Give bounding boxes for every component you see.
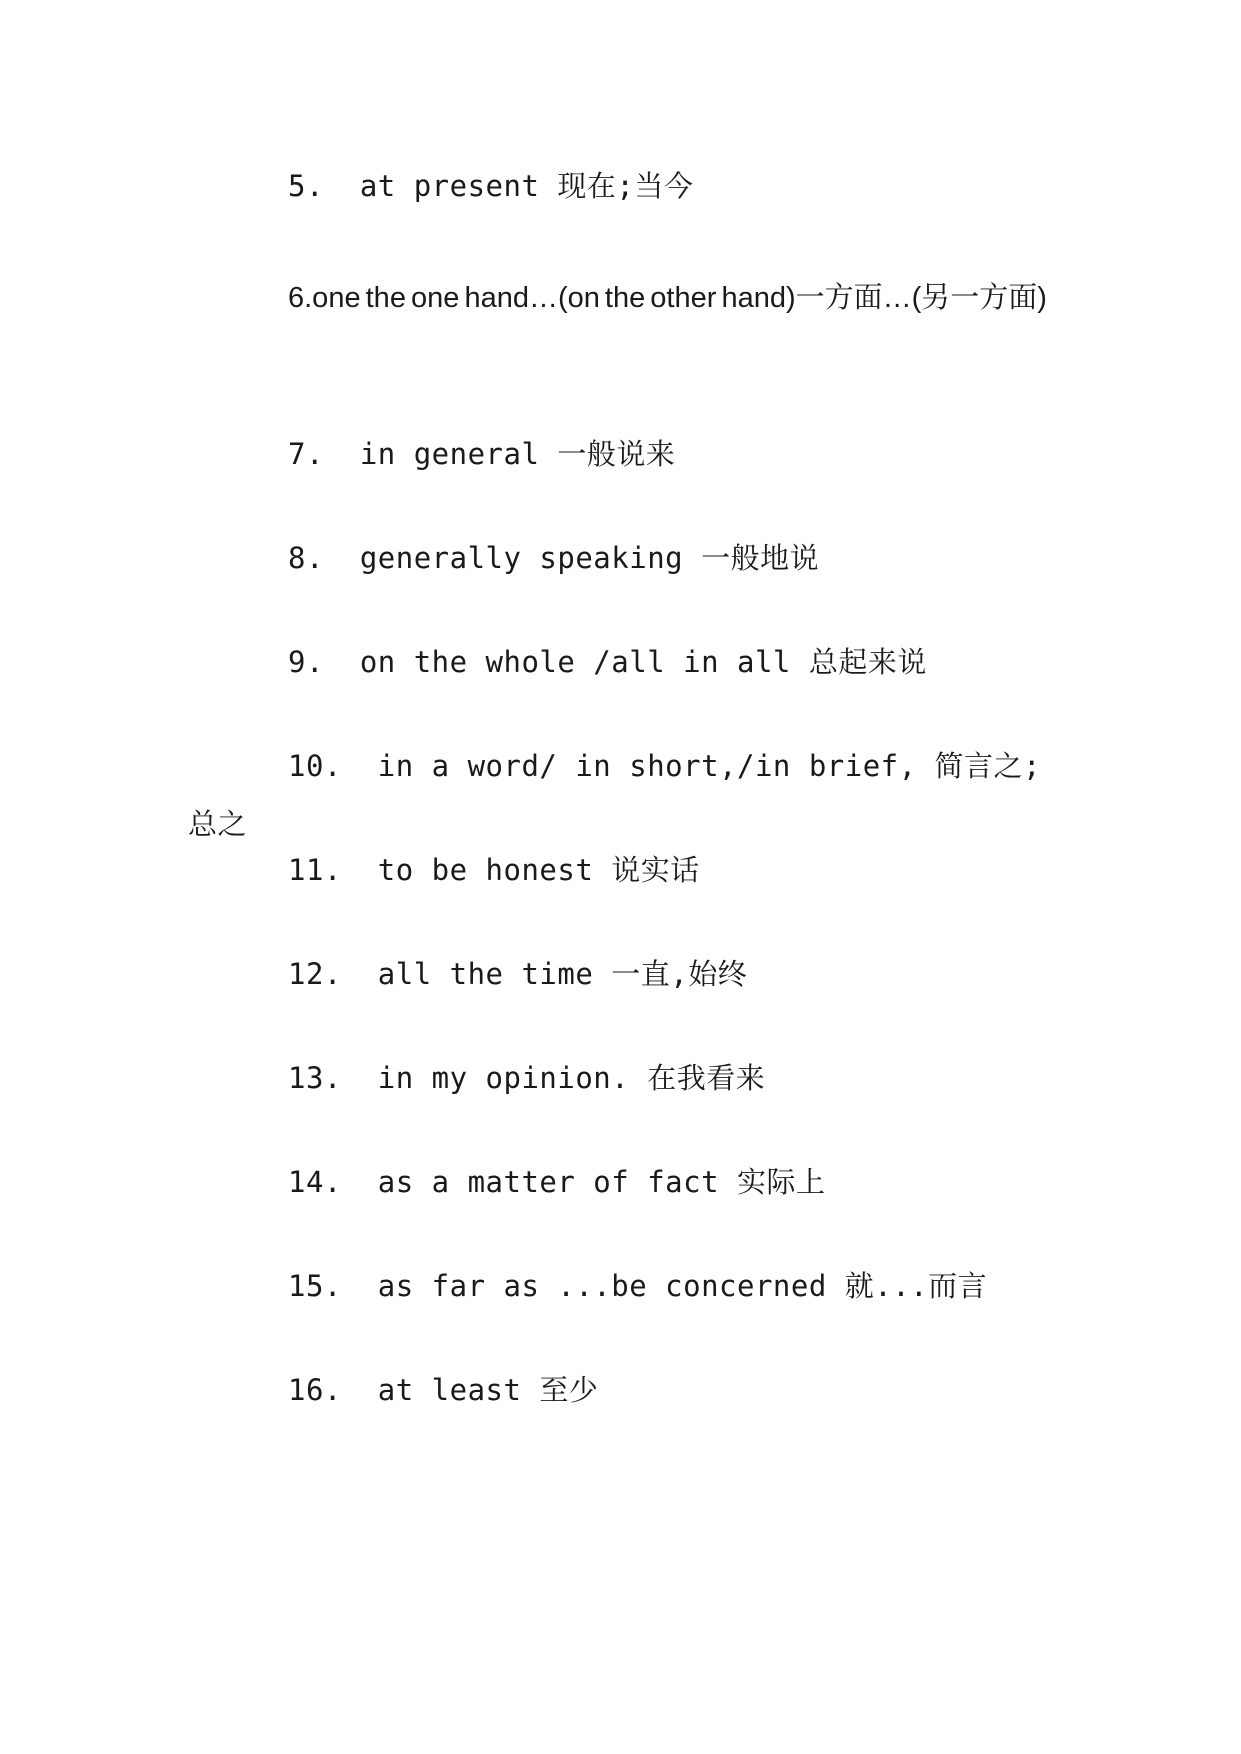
phrase-item-15: 15. as far as ...be concerned 就...而言 [288,1269,988,1303]
phrase-item-10: 10. in a word/ in short,/in brief, 简言之;总之 [188,749,1042,841]
phrase-item-11: 11. to be honest 说实话 [288,853,700,887]
phrase-item-16: 16. at least 至少 [288,1373,599,1407]
phrase-item-7: 7. in general 一般说来 [288,437,676,471]
phrase-item-14: 14. as a matter of fact 实际上 [288,1165,826,1199]
phrase-item-12: 12. all the time 一直,始终 [288,957,748,991]
phrase-item-8: 8. generally speaking 一般地说 [288,541,820,575]
phrase-item-5: 5. at present 现在;当今 [288,169,694,203]
phrase-item-6: 6.one the one hand…(on the other hand)一方面…(另一方面) [288,282,1047,314]
phrase-item-9: 9. on the whole /all in all 总起来说 [288,645,927,679]
phrase-item-13: 13. in my opinion. 在我看来 [288,1061,766,1095]
